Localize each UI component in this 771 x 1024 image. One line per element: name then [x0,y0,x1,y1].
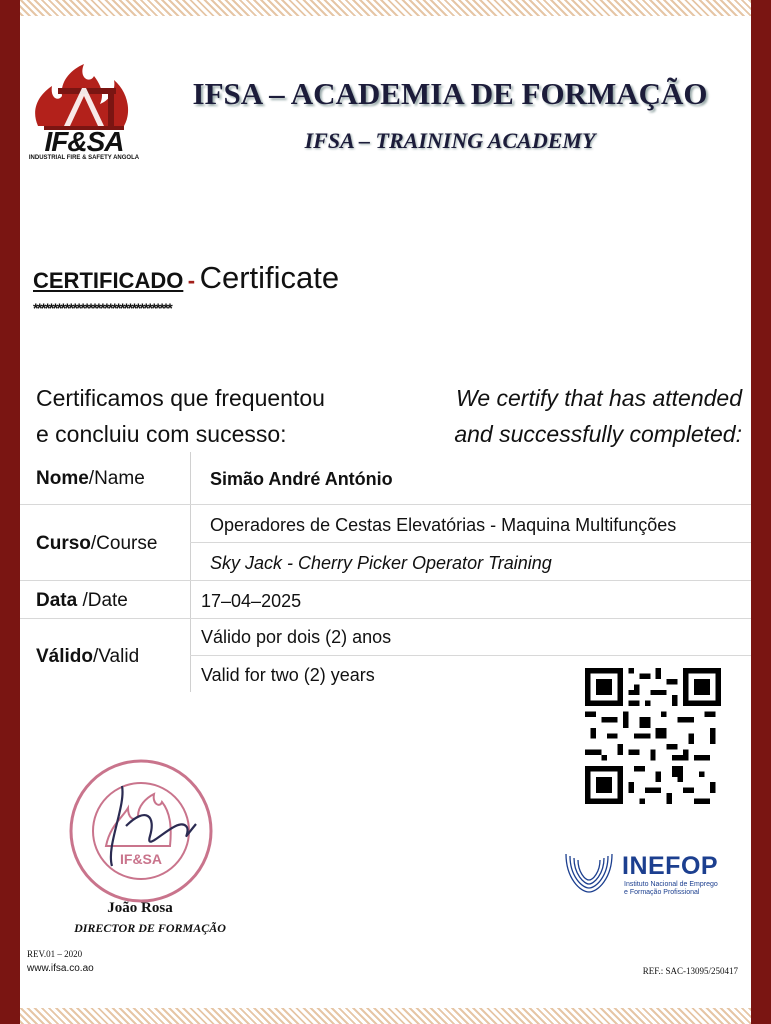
inefop-name: INEFOP [622,852,719,880]
page-subtitle: IFSA – TRAINING ACADEMY [304,128,596,153]
top-decorative-border [0,0,771,16]
logo-wordmark: IF&SA [44,126,124,157]
table-divider [190,655,751,656]
course-value-pt: Operadores de Cestas Elevatórias - Maquina Multifunções [210,515,677,535]
inefop-logo-icon [562,848,616,898]
certificate-heading-dash: - [187,268,196,293]
intro-text-en [454,380,742,452]
intro-text-pt [36,380,325,452]
inefop-subtitle: Instituto Nacional de Emprego e Formação Profissional [624,881,718,896]
qr-code [585,668,721,804]
logo-subtext: INDUSTRIAL FIRE & SAFETY ANGOLA [28,155,140,161]
page-title: IFSA – ACADEMIA DE FORMAÇÃO [192,76,708,111]
revision-label: REV.01 – 2020 [27,949,83,959]
star-divider: *********************************** [33,300,172,316]
svg-text:IF&SA: IF&SA [120,851,162,867]
table-divider [20,504,751,505]
intro-en-line1: We certify that has attended [456,385,742,411]
intro-en-line2: and successfully completed: [454,421,742,447]
valid-value-en: Valid for two (2) years [201,665,375,685]
left-border-bar [0,0,20,1024]
table-divider [20,618,751,619]
signatory-role: DIRECTOR DE FORMAÇÃO [74,921,226,935]
date-value: 17–04–2025 [201,591,302,611]
course-value-en: Sky Jack - Cherry Picker Operator Training [210,553,552,573]
right-border-bar [751,0,771,1024]
course-label: Curso/Course [36,533,158,554]
valid-value-pt: Válido por dois (2) anos [201,627,392,647]
table-divider [20,580,751,581]
intro-pt-line1: Certificamos que frequentou [36,385,325,411]
signatory-name: João Rosa [107,900,173,916]
table-divider [190,542,751,543]
academy-stamp [66,756,216,906]
valid-label: Válido/Valid [36,646,140,667]
name-value: Simão André António [210,469,393,489]
date-label: Data /Date [36,590,128,611]
table-column-divider [190,452,191,692]
certificate-heading [33,260,339,296]
reference-number: REF.: SAC-13095/250417 [642,966,738,976]
website-link[interactable]: www.ifsa.co.ao [27,963,94,974]
certificate-heading-pt: CERTIFICADO [33,268,184,293]
ifsa-logo [24,60,144,170]
flame-oilrig-icon [24,60,144,130]
intro-pt-line2: e concluiu com sucesso: [36,421,287,447]
name-label: Nome/Name [36,468,145,489]
certificate-heading-en: Certificate [199,260,340,295]
bottom-decorative-border [0,1008,771,1024]
